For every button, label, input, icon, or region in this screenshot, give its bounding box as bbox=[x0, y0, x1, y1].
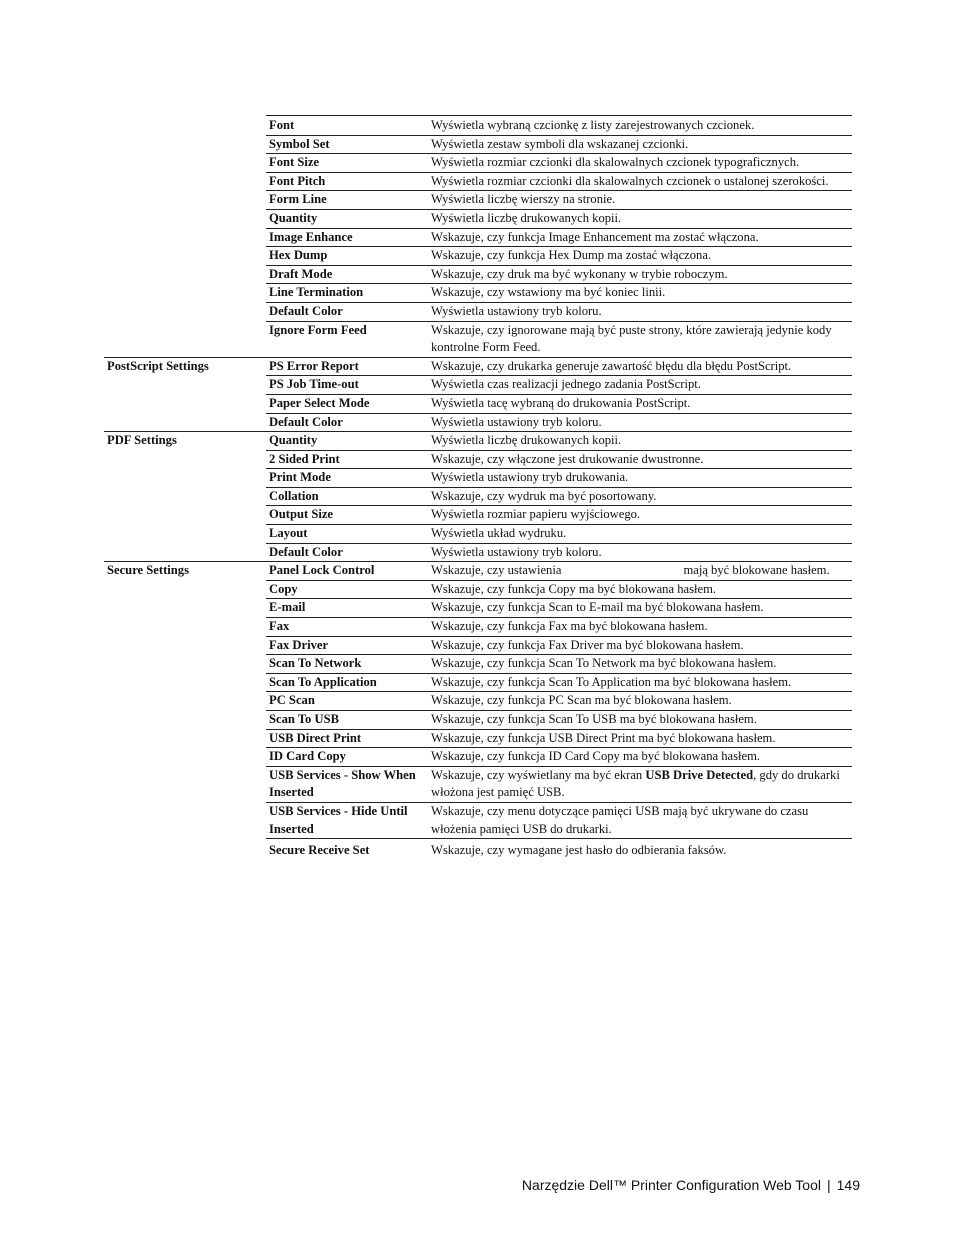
setting-description: Wyświetla zestaw symboli dla wskazanej czcionki. bbox=[428, 135, 852, 154]
setting-name: E-mail bbox=[266, 599, 428, 618]
table-row bbox=[104, 673, 852, 692]
table-row bbox=[104, 543, 852, 562]
group-cell bbox=[104, 172, 266, 191]
description-part-b: mają być blokowane hasłem. bbox=[683, 563, 830, 578]
footer-title: Narzędzie Dell™ Printer Configuration Web Tool bbox=[521, 1177, 821, 1193]
setting-name: Scan To Application bbox=[266, 673, 428, 692]
table-row bbox=[104, 357, 852, 376]
setting-name: Scan To USB bbox=[266, 711, 428, 730]
setting-name: Print Mode bbox=[266, 469, 428, 488]
group-cell bbox=[104, 525, 266, 544]
group-cell bbox=[104, 655, 266, 674]
setting-description: Wskazuje, czy funkcja Fax Driver ma być blokowana hasłem. bbox=[428, 636, 852, 655]
group-cell bbox=[104, 302, 266, 321]
table-row bbox=[104, 247, 852, 266]
setting-description: Wskazuje, czy funkcja USB Direct Print ma być blokowana hasłem. bbox=[428, 729, 852, 748]
table-row bbox=[104, 116, 852, 136]
setting-description: Wskazuje, czy funkcja Fax ma być blokowana hasłem. bbox=[428, 618, 852, 637]
table-row bbox=[104, 618, 852, 637]
setting-description: Wyświetla liczbę drukowanych kopii. bbox=[428, 209, 852, 228]
table-row bbox=[104, 839, 852, 860]
group-cell bbox=[104, 599, 266, 618]
setting-name: Image Enhance bbox=[266, 228, 428, 247]
table-row bbox=[104, 209, 852, 228]
setting-name: Default Color bbox=[266, 543, 428, 562]
setting-name: Form Line bbox=[266, 191, 428, 210]
setting-description: Wskazuje, czy funkcja Scan To Application ma być blokowana hasłem. bbox=[428, 673, 852, 692]
setting-description: Wyświetla wybraną czcionkę z listy zarejestrowanych czcionek. bbox=[428, 116, 852, 136]
setting-name: 2 Sided Print bbox=[266, 450, 428, 469]
setting-name: Font Pitch bbox=[266, 172, 428, 191]
group-cell bbox=[104, 618, 266, 637]
group-cell bbox=[104, 191, 266, 210]
group-cell bbox=[104, 711, 266, 730]
setting-description: Wyświetla czas realizacji jednego zadania PostScript. bbox=[428, 376, 852, 395]
table-row bbox=[104, 655, 852, 674]
setting-description: Wyświetla tacę wybraną do drukowania PostScript. bbox=[428, 394, 852, 413]
setting-description: Wyświetla ustawiony tryb koloru. bbox=[428, 413, 852, 432]
group-cell bbox=[104, 321, 266, 357]
table-row bbox=[104, 711, 852, 730]
table-row bbox=[104, 748, 852, 767]
table-row bbox=[104, 506, 852, 525]
table-row bbox=[104, 766, 852, 802]
setting-name: Hex Dump bbox=[266, 247, 428, 266]
table-row bbox=[104, 284, 852, 303]
setting-name: Paper Select Mode bbox=[266, 394, 428, 413]
setting-name: Secure Receive Set bbox=[269, 843, 370, 858]
setting-name: Draft Mode bbox=[266, 265, 428, 284]
settings-table bbox=[104, 115, 852, 860]
description-part-a: Wskazuje, czy wyświetlany ma być ekran bbox=[431, 767, 643, 782]
group-cell bbox=[104, 673, 266, 692]
setting-description: Wskazuje, czy wydruk ma być posortowany. bbox=[428, 487, 852, 506]
group-cell bbox=[104, 116, 266, 136]
setting-name: Fax bbox=[266, 618, 428, 637]
setting-description: Wskazuje, czy ignorowane mają być puste strony, które zawierają jedynie kody kontrolne Form Feed. bbox=[428, 321, 852, 357]
setting-name: Layout bbox=[266, 525, 428, 544]
group-cell bbox=[104, 748, 266, 767]
setting-name: USB Services - Hide Until Inserted bbox=[266, 802, 428, 838]
setting-description: Wyświetla liczbę wierszy na stronie. bbox=[428, 191, 852, 210]
setting-name: Symbol Set bbox=[266, 135, 428, 154]
group-cell bbox=[104, 580, 266, 599]
setting-name: Fax Driver bbox=[266, 636, 428, 655]
table-row bbox=[104, 487, 852, 506]
setting-description: Wskazuje, czy wstawiony ma być koniec linii. bbox=[428, 284, 852, 303]
setting-description: Wyświetla ustawiony tryb koloru. bbox=[428, 302, 852, 321]
description-part-b: , gdy do drukarki włożona jest pamięć USB. bbox=[431, 767, 840, 800]
setting-description: Wskazuje, czy drukarka generuje zawartość błędu dla błędu PostScript. bbox=[428, 357, 852, 376]
setting-name: USB Services - Show When Inserted bbox=[266, 766, 428, 802]
table-row bbox=[104, 302, 852, 321]
table-row bbox=[104, 228, 852, 247]
table-row bbox=[104, 599, 852, 618]
setting-description: Wskazuje, czy funkcja Scan to E-mail ma być blokowana hasłem. bbox=[428, 599, 852, 618]
group-cell bbox=[104, 394, 266, 413]
setting-name: Ignore Form Feed bbox=[266, 321, 428, 357]
group-cell bbox=[104, 265, 266, 284]
description-part-a: Wskazuje, czy ustawienia bbox=[431, 563, 562, 578]
setting-name: Font Size bbox=[266, 154, 428, 173]
setting-description bbox=[428, 766, 852, 802]
table-row bbox=[104, 265, 852, 284]
setting-name: Quantity bbox=[266, 209, 428, 228]
setting-description: Wskazuje, czy funkcja Copy ma być blokowana hasłem. bbox=[428, 580, 852, 599]
setting-name: PC Scan bbox=[266, 692, 428, 711]
page-number: 149 bbox=[836, 1177, 860, 1193]
setting-name: Copy bbox=[266, 580, 428, 599]
table-row bbox=[104, 562, 852, 581]
setting-description: Wyświetla liczbę drukowanych kopii. bbox=[428, 432, 852, 451]
description-bold-term: USB Drive Detected bbox=[645, 767, 754, 782]
setting-description: Wyświetla rozmiar czcionki dla skalowalnych czcionek typograficznych. bbox=[428, 154, 852, 173]
setting-name: PS Job Time-out bbox=[266, 376, 428, 395]
group-cell bbox=[104, 766, 266, 802]
table-row bbox=[104, 172, 852, 191]
setting-name: Default Color bbox=[266, 413, 428, 432]
group-cell bbox=[104, 450, 266, 469]
setting-name: Collation bbox=[266, 487, 428, 506]
setting-description: Wskazuje, czy funkcja Scan To Network ma być blokowana hasłem. bbox=[428, 655, 852, 674]
group-cell bbox=[104, 636, 266, 655]
setting-description: Wskazuje, czy włączone jest drukowanie dwustronne. bbox=[428, 450, 852, 469]
setting-description: Wyświetla rozmiar papieru wyjściowego. bbox=[428, 506, 852, 525]
table-row bbox=[104, 729, 852, 748]
setting-name: Scan To Network bbox=[266, 655, 428, 674]
group-cell bbox=[104, 413, 266, 432]
setting-name: Line Termination bbox=[266, 284, 428, 303]
group-cell bbox=[104, 487, 266, 506]
group-cell bbox=[104, 692, 266, 711]
table-row bbox=[104, 321, 852, 357]
setting-description: Wyświetla układ wydruku. bbox=[428, 525, 852, 544]
group-cell bbox=[104, 376, 266, 395]
footer-separator: | bbox=[827, 1177, 831, 1193]
table-row bbox=[104, 154, 852, 173]
group-postscript-settings: PostScript Settings bbox=[107, 358, 209, 373]
table-row bbox=[104, 580, 852, 599]
setting-description: Wyświetla ustawiony tryb drukowania. bbox=[428, 469, 852, 488]
table-row bbox=[104, 432, 852, 451]
group-cell bbox=[104, 228, 266, 247]
group-cell bbox=[104, 247, 266, 266]
group-cell bbox=[104, 135, 266, 154]
table-row bbox=[104, 450, 852, 469]
setting-description: Wyświetla ustawiony tryb koloru. bbox=[428, 543, 852, 562]
setting-description: Wskazuje, czy funkcja Image Enhancement ma zostać włączona. bbox=[428, 228, 852, 247]
table-row bbox=[104, 135, 852, 154]
setting-description: Wskazuje, czy funkcja Hex Dump ma zostać włączona. bbox=[428, 247, 852, 266]
table-row bbox=[104, 376, 852, 395]
setting-name: Font bbox=[266, 116, 428, 136]
setting-description: Wskazuje, czy funkcja PC Scan ma być blokowana hasłem. bbox=[428, 692, 852, 711]
setting-name: Default Color bbox=[266, 302, 428, 321]
group-cell bbox=[104, 802, 266, 838]
group-pdf-settings: PDF Settings bbox=[107, 433, 177, 448]
group-secure-settings: Secure Settings bbox=[107, 563, 189, 578]
table-row bbox=[104, 469, 852, 488]
setting-name: Quantity bbox=[266, 432, 428, 451]
group-cell bbox=[104, 284, 266, 303]
table-row bbox=[104, 636, 852, 655]
setting-name: USB Direct Print bbox=[266, 729, 428, 748]
table-row bbox=[104, 525, 852, 544]
table-row bbox=[104, 413, 852, 432]
setting-name: Output Size bbox=[266, 506, 428, 525]
setting-name: ID Card Copy bbox=[266, 748, 428, 767]
setting-description: Wyświetla rozmiar czcionki dla skalowalnych czcionek o ustalonej szerokości. bbox=[428, 172, 852, 191]
group-cell bbox=[104, 209, 266, 228]
page-footer bbox=[522, 1177, 860, 1193]
setting-description bbox=[428, 562, 852, 581]
group-cell bbox=[104, 543, 266, 562]
setting-name: PS Error Report bbox=[266, 357, 428, 376]
table-row bbox=[104, 802, 852, 838]
setting-description: Wskazuje, czy menu dotyczące pamięci USB mają być ukrywane do czasu włożenia pamięci USB do drukarki. bbox=[428, 802, 852, 838]
setting-description: Wskazuje, czy funkcja ID Card Copy ma być blokowana hasłem. bbox=[428, 748, 852, 767]
group-cell bbox=[104, 506, 266, 525]
table-row bbox=[104, 394, 852, 413]
table-row bbox=[104, 692, 852, 711]
group-cell bbox=[104, 839, 266, 860]
setting-description: Wskazuje, czy wymagane jest hasło do odbierania faksów. bbox=[431, 843, 727, 858]
setting-description: Wskazuje, czy funkcja Scan To USB ma być blokowana hasłem. bbox=[428, 711, 852, 730]
group-cell bbox=[104, 469, 266, 488]
setting-description: Wskazuje, czy druk ma być wykonany w trybie roboczym. bbox=[428, 265, 852, 284]
group-cell bbox=[104, 729, 266, 748]
table-row bbox=[104, 191, 852, 210]
setting-name: Panel Lock Control bbox=[266, 562, 428, 581]
group-cell bbox=[104, 154, 266, 173]
